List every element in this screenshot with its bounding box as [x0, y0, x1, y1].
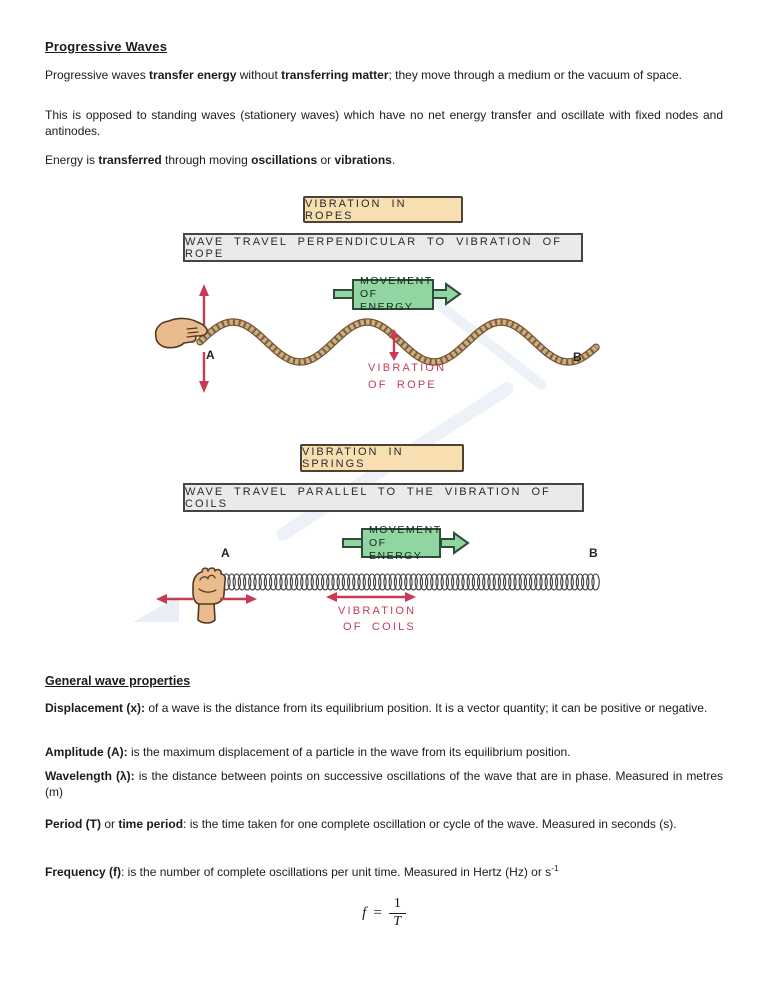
text-run: through moving	[161, 153, 252, 167]
intro-paragraph-1	[45, 68, 723, 84]
point-a-label: A	[221, 546, 231, 560]
text-run: ; they move through a medium or the vacuum of space.	[388, 68, 682, 82]
formula-denominator: T	[393, 914, 402, 929]
vibration-double-arrow-icon	[386, 328, 402, 362]
formula-lhs: f	[362, 904, 367, 921]
springs-subheader-box: WAVE TRAVEL PARALLEL TO THE VIBRATION OF COILS	[183, 483, 584, 512]
text-run: : is the time taken for one complete oscillation or cycle of the wave. Measured in seconds (s).	[183, 817, 677, 831]
energy-label-line1: MOVEMENT	[360, 275, 433, 287]
point-b-label: B	[589, 546, 599, 560]
bold-term: vibrations	[334, 153, 392, 167]
intro-paragraph-3	[45, 153, 723, 169]
text-run: is the maximum displacement of a particle in the wave from its equilibrium position.	[127, 745, 571, 759]
intro-paragraph-2: This is opposed to standing waves (stationery waves) which have no net energy transfer and oscillate with fixed nodes and antinodes.	[45, 108, 723, 138]
vibration-of-coils-label-line1: VIBRATION	[338, 605, 417, 617]
bold-term: transferred	[98, 153, 162, 167]
energy-arrow-tail	[333, 289, 354, 299]
frequency-definition	[45, 861, 723, 881]
vibration-of-rope-label-line2: OF ROPE	[368, 379, 437, 391]
text-run: : is the number of complete oscillations per unit time. Measured in Hertz (Hz) or s	[121, 865, 552, 879]
text-run: of a wave is the distance from its equilibrium position. It is a vector quantity; it can be positive or negative.	[145, 701, 708, 715]
displacement-definition	[45, 701, 723, 717]
movement-of-energy-box	[361, 523, 442, 562]
energy-arrow-tail	[342, 538, 363, 548]
bold-term: transfer energy	[149, 68, 237, 82]
bold-term: Frequency (f)	[45, 865, 122, 879]
energy-label-line2: OF ENERGY	[369, 536, 423, 562]
bold-term: time period	[118, 817, 184, 831]
superscript: -1	[551, 863, 559, 873]
bold-term: Amplitude (A):	[45, 745, 128, 759]
bold-term: transferring matter	[281, 68, 389, 82]
hand-icon	[152, 315, 212, 357]
text-run: or	[317, 153, 335, 167]
section-title: General wave properties	[45, 674, 191, 688]
bold-term: Period (T)	[45, 817, 101, 831]
vibration-of-rope-label-line1: VIBRATION	[368, 362, 447, 374]
formula-equals: =	[373, 904, 382, 921]
ropes-subheader-box: WAVE TRAVEL PERPENDICULAR TO VIBRATION OF ROPE	[183, 233, 583, 262]
formula-numerator: 1	[389, 896, 406, 914]
text-run: is the distance between points on successive oscillations of the wave that are in phase. Measured in metres (m)	[45, 769, 723, 799]
text-run: without	[236, 68, 282, 82]
energy-label-line2: OF ENERGY	[360, 288, 414, 313]
energy-arrow-icon	[440, 530, 470, 556]
vibration-double-arrow-icon	[325, 590, 417, 604]
bold-term: Wavelength (λ):	[45, 769, 135, 783]
text-run: Energy is	[45, 153, 99, 167]
frequency-formula	[0, 896, 768, 930]
point-a-label: A	[206, 348, 216, 362]
period-definition	[45, 817, 723, 833]
bold-term: Displacement (x):	[45, 701, 146, 715]
ropes-header-box: VIBRATION IN ROPES	[303, 196, 463, 223]
bold-term: oscillations	[251, 153, 318, 167]
text-run: Progressive waves	[45, 68, 150, 82]
formula-fraction	[389, 896, 406, 930]
text-run: .	[391, 153, 396, 167]
page-title: Progressive Waves	[45, 39, 168, 54]
right-arrow-icon	[216, 592, 258, 606]
vibration-of-coils-label-line2: OF COILS	[343, 621, 416, 633]
energy-label-line1: MOVEMENT	[369, 523, 442, 536]
amplitude-definition	[45, 745, 723, 761]
left-arrow-icon	[155, 592, 197, 606]
text-run: or	[101, 817, 119, 831]
wavelength-definition	[45, 769, 723, 800]
springs-header-box: VIBRATION IN SPRINGS	[300, 444, 464, 472]
point-b-label: B	[573, 350, 583, 364]
